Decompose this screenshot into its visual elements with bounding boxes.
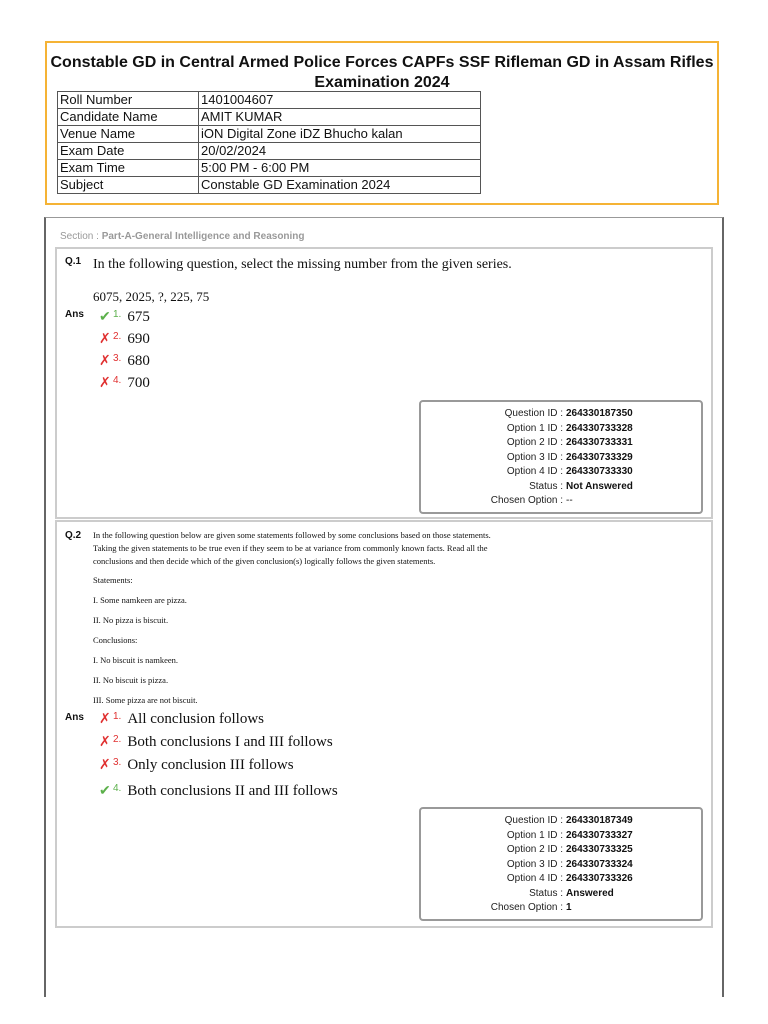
option-text: 680 [127, 353, 150, 369]
meta-label: Option 2 ID : [506, 437, 563, 448]
option-text: Both conclusions II and III follows [127, 783, 338, 799]
option-text: Only conclusion III follows [127, 757, 294, 773]
option-id: 264330733329 [566, 451, 633, 463]
meta-label: Option 3 ID : [506, 858, 563, 870]
option-number: 1. [113, 711, 122, 722]
option-number: 1. [113, 309, 122, 320]
statements-label: Statements: [93, 575, 133, 585]
question-meta-box-2 [419, 807, 703, 921]
row-label: Exam Time [58, 160, 199, 177]
option-number: 4. [113, 375, 122, 386]
conclusion: I. No biscuit is namkeen. [93, 655, 178, 665]
check-icon: ✔ [99, 310, 111, 325]
status-value: Answered [566, 887, 614, 899]
table-row [58, 143, 481, 160]
row-value: 5:00 PM - 6:00 PM [199, 160, 481, 177]
statement: II. No pizza is biscuit. [93, 615, 169, 625]
option-number: 2. [113, 734, 122, 745]
cross-icon: ✗ [99, 354, 111, 369]
section-prefix: Section : [60, 231, 102, 242]
option-1 [99, 309, 150, 326]
question-meta-box-1 [419, 400, 703, 514]
meta-label: Option 3 ID : [506, 451, 563, 463]
table-row [58, 177, 481, 194]
answer-label: Ans [65, 309, 84, 320]
meta-label: Question ID : [504, 408, 563, 419]
option-3 [99, 757, 294, 774]
meta-label: Chosen Option : [490, 902, 563, 913]
section-name: Part-A-General Intelligence and Reasoning [101, 231, 305, 242]
row-value: Constable GD Examination 2024 [199, 177, 481, 194]
option-2 [99, 734, 333, 751]
row-label: Venue Name [58, 126, 199, 143]
question-line: conclusions and then decide which of the given conclusion(s) logically follows the given statements. [93, 556, 436, 566]
option-4 [99, 783, 338, 800]
meta-label: Option 1 ID : [506, 829, 563, 841]
option-number: 2. [113, 331, 122, 342]
cross-icon: ✗ [99, 332, 111, 347]
exam-title: Constable GD in Central Armed Police Forces CAPFs SSF Rifleman GD in Assam Rifles Examination 2024 [50, 54, 714, 91]
answer-label: Ans [65, 712, 84, 723]
row-label: Candidate Name [58, 109, 199, 126]
conclusion: III. Some pizza are not biscuit. [93, 695, 198, 705]
row-value: 1401004607 [199, 92, 481, 109]
option-id: 264330733324 [566, 858, 633, 870]
candidate-info-table [57, 91, 481, 194]
option-id: 264330733327 [566, 829, 633, 841]
option-text: 700 [127, 375, 150, 391]
option-text: Both conclusions I and III follows [127, 734, 333, 750]
row-value: iON Digital Zone iDZ Bhucho kalan [199, 126, 481, 143]
question-number: Q.1 [65, 256, 82, 267]
cross-icon: ✗ [99, 712, 111, 727]
row-label: Roll Number [58, 92, 199, 109]
meta-label: Option 4 ID : [506, 466, 563, 477]
row-value: 20/02/2024 [199, 143, 481, 160]
question-number: Q.2 [65, 530, 82, 541]
meta-label: Question ID : [504, 815, 563, 826]
conclusion: II. No biscuit is pizza. [93, 675, 169, 685]
option-id: 264330733326 [566, 873, 633, 884]
meta-label: Option 2 ID : [506, 844, 563, 855]
option-1 [99, 711, 264, 728]
question-text [93, 529, 491, 568]
cross-icon: ✗ [99, 735, 111, 750]
meta-label: Chosen Option : [490, 495, 563, 506]
meta-label: Status : [529, 887, 563, 899]
question-text: In the following question, select the missing number from the given series. [93, 257, 512, 272]
option-2 [99, 331, 150, 348]
question-line: Taking the given statements to be true even if they seem to be at variance from commonly known facts. Read all the [93, 543, 488, 553]
status-value: Not Answered [566, 480, 633, 492]
cross-icon: ✗ [99, 376, 111, 391]
option-id: 264330733331 [566, 437, 633, 448]
row-value: AMIT KUMAR [199, 109, 481, 126]
question-series: 6075, 2025, ?, 225, 75 [93, 289, 210, 304]
cross-icon: ✗ [99, 758, 111, 773]
section-title [60, 231, 305, 242]
table-row [58, 126, 481, 143]
option-number: 3. [113, 353, 122, 364]
option-text: All conclusion follows [127, 711, 264, 727]
option-number: 3. [113, 757, 122, 768]
table-row [58, 92, 481, 109]
row-label: Subject [58, 177, 199, 194]
meta-label: Option 1 ID : [506, 422, 563, 434]
row-label: Exam Date [58, 143, 199, 160]
table-row [58, 109, 481, 126]
option-3 [99, 353, 150, 370]
option-id: 264330733330 [566, 466, 633, 477]
question-id: 264330187349 [566, 815, 633, 826]
option-4 [99, 375, 150, 392]
table-row [58, 160, 481, 177]
exam-header [45, 41, 719, 205]
option-number: 4. [113, 783, 122, 794]
meta-label: Status : [529, 480, 563, 492]
meta-label: Option 4 ID : [506, 873, 563, 884]
chosen-option: -- [566, 495, 573, 506]
option-id: 264330733325 [566, 844, 633, 855]
option-id: 264330733328 [566, 422, 633, 434]
check-icon: ✔ [99, 784, 111, 799]
question-line: In the following question below are given some statements followed by some conclusions based on those statements. [93, 530, 491, 540]
option-text: 690 [127, 331, 150, 347]
chosen-option: 1 [566, 902, 572, 913]
question-id: 264330187350 [566, 408, 633, 419]
statement: I. Some namkeen are pizza. [93, 595, 187, 605]
conclusions-label: Conclusions: [93, 635, 138, 645]
option-text: 675 [127, 309, 150, 325]
